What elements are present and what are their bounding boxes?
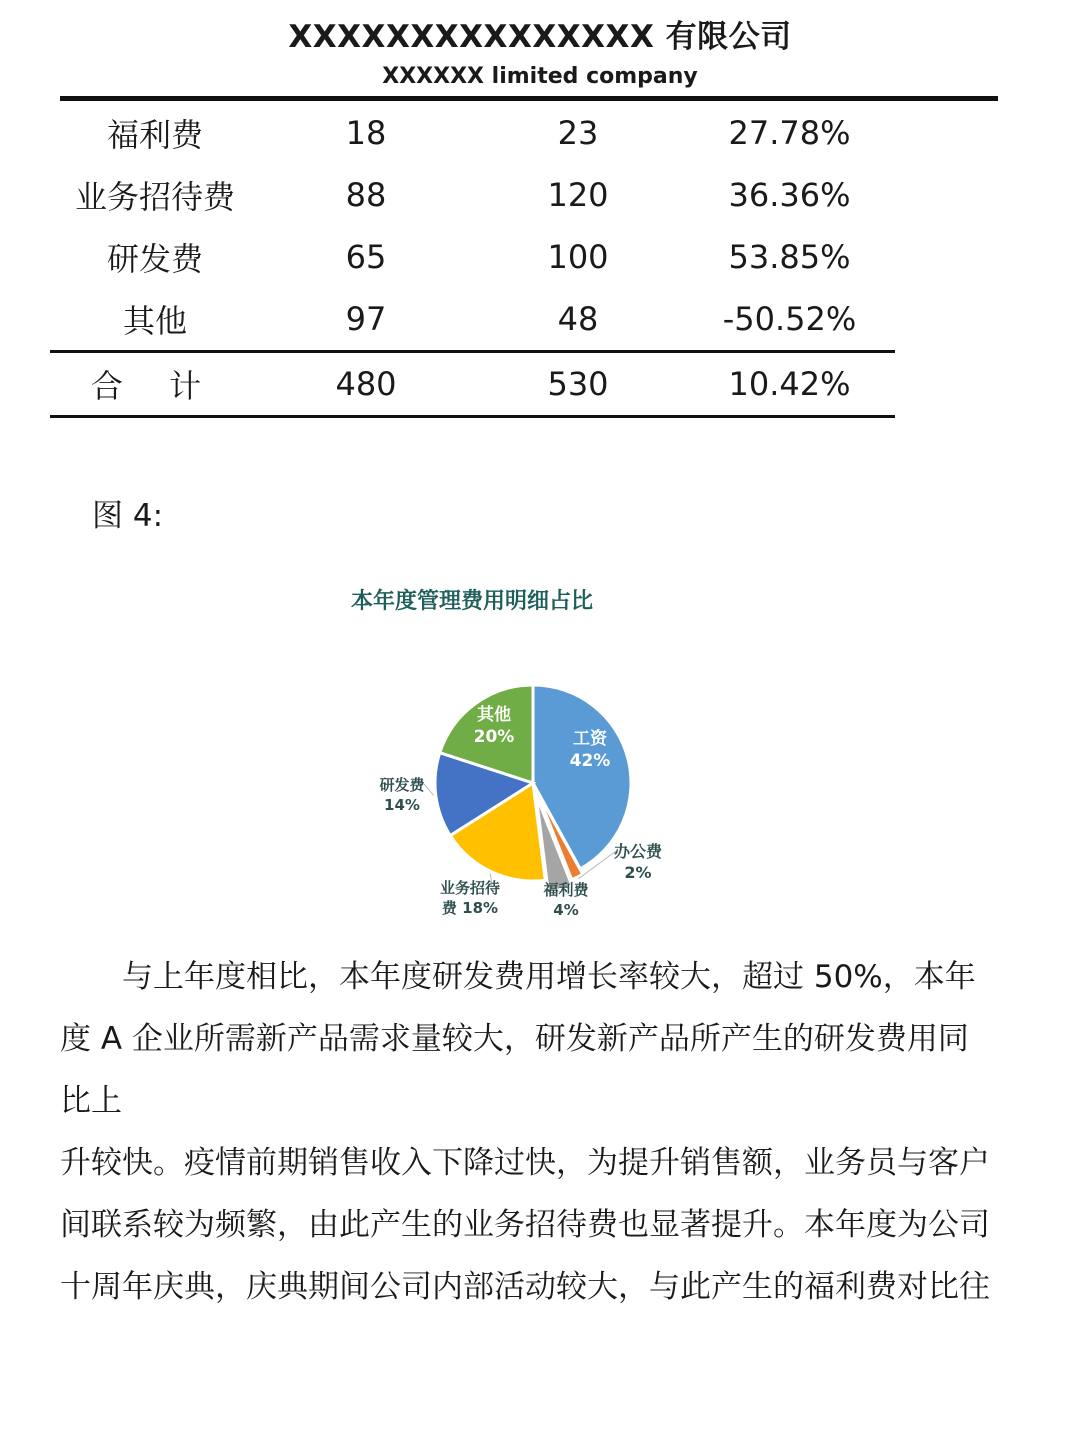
pie-leader-line	[424, 784, 434, 796]
table-row	[50, 164, 895, 226]
figure-label: 图 4:	[92, 498, 164, 534]
paragraph-line: 比上	[60, 1083, 122, 1119]
table-cell: 100	[547, 238, 609, 276]
pie-label-业务招待费: 业务招待费 18%	[439, 879, 501, 917]
company-name-cn: XXXXXXXXXXXXXXX 有限公司	[288, 19, 792, 55]
pie-label-办公费: 办公费 2%	[613, 842, 663, 882]
table-total-row	[50, 352, 895, 417]
expense-table	[50, 102, 895, 418]
pie-label-其他: 其他 20%	[473, 705, 515, 747]
table-cell: 业务招待费	[74, 178, 235, 216]
document-header	[0, 16, 1080, 94]
table-cell: 10.42%	[684, 352, 895, 417]
table-cell: 合 计	[50, 352, 260, 417]
table-cell: 其他	[122, 302, 187, 340]
company-name-en: XXXXXX limited company	[382, 64, 698, 89]
paragraph-line: 十周年庆典，庆典期间公司内部活动较大，与此产生的福利费对比往	[60, 1269, 990, 1305]
table-row	[50, 102, 895, 164]
table-cell: 48	[557, 300, 599, 338]
table-cell: 88	[345, 176, 387, 214]
table-cell: -50.52%	[722, 300, 857, 338]
table-cell: 福利费	[106, 116, 203, 154]
pie-label-工资: 工资 42%	[569, 729, 611, 771]
paragraph-line: 度 A 企业所需新产品需求量较大，研发新产品所产生的研发费用同	[60, 1021, 969, 1057]
table-cell: 18	[345, 114, 387, 152]
table-cell: 研发费	[106, 240, 203, 278]
table-cell: 120	[547, 176, 609, 214]
table-cell: 530	[472, 352, 684, 417]
table-cell: 23	[557, 114, 599, 152]
table-cell: 65	[345, 238, 387, 276]
paragraph-line: 与上年度相比，本年度研发费用增长率较大，超过 50%，本年	[122, 959, 976, 995]
table-cell: 480	[260, 352, 472, 417]
table-cell: 53.85%	[728, 238, 851, 276]
pie-label-福利费: 福利费 4%	[543, 881, 589, 919]
table-row	[50, 226, 895, 288]
table-cell: 36.36%	[728, 176, 851, 214]
table-row	[50, 288, 895, 352]
paragraph-line: 升较快。疫情前期销售收入下降过快，为提升销售额，业务员与客户	[60, 1145, 990, 1181]
pie-chart	[0, 660, 1080, 930]
table-cell: 97	[345, 300, 387, 338]
pie-label-研发费: 研发费 14%	[379, 776, 425, 814]
chart-title: 本年度管理费用明细占比	[350, 589, 593, 614]
body-paragraph	[60, 946, 1000, 1318]
table-cell: 27.78%	[728, 114, 851, 152]
paragraph-line: 间联系较为频繁，由此产生的业务招待费也显著提升。本年度为公司	[60, 1207, 990, 1243]
header-divider	[60, 96, 998, 101]
